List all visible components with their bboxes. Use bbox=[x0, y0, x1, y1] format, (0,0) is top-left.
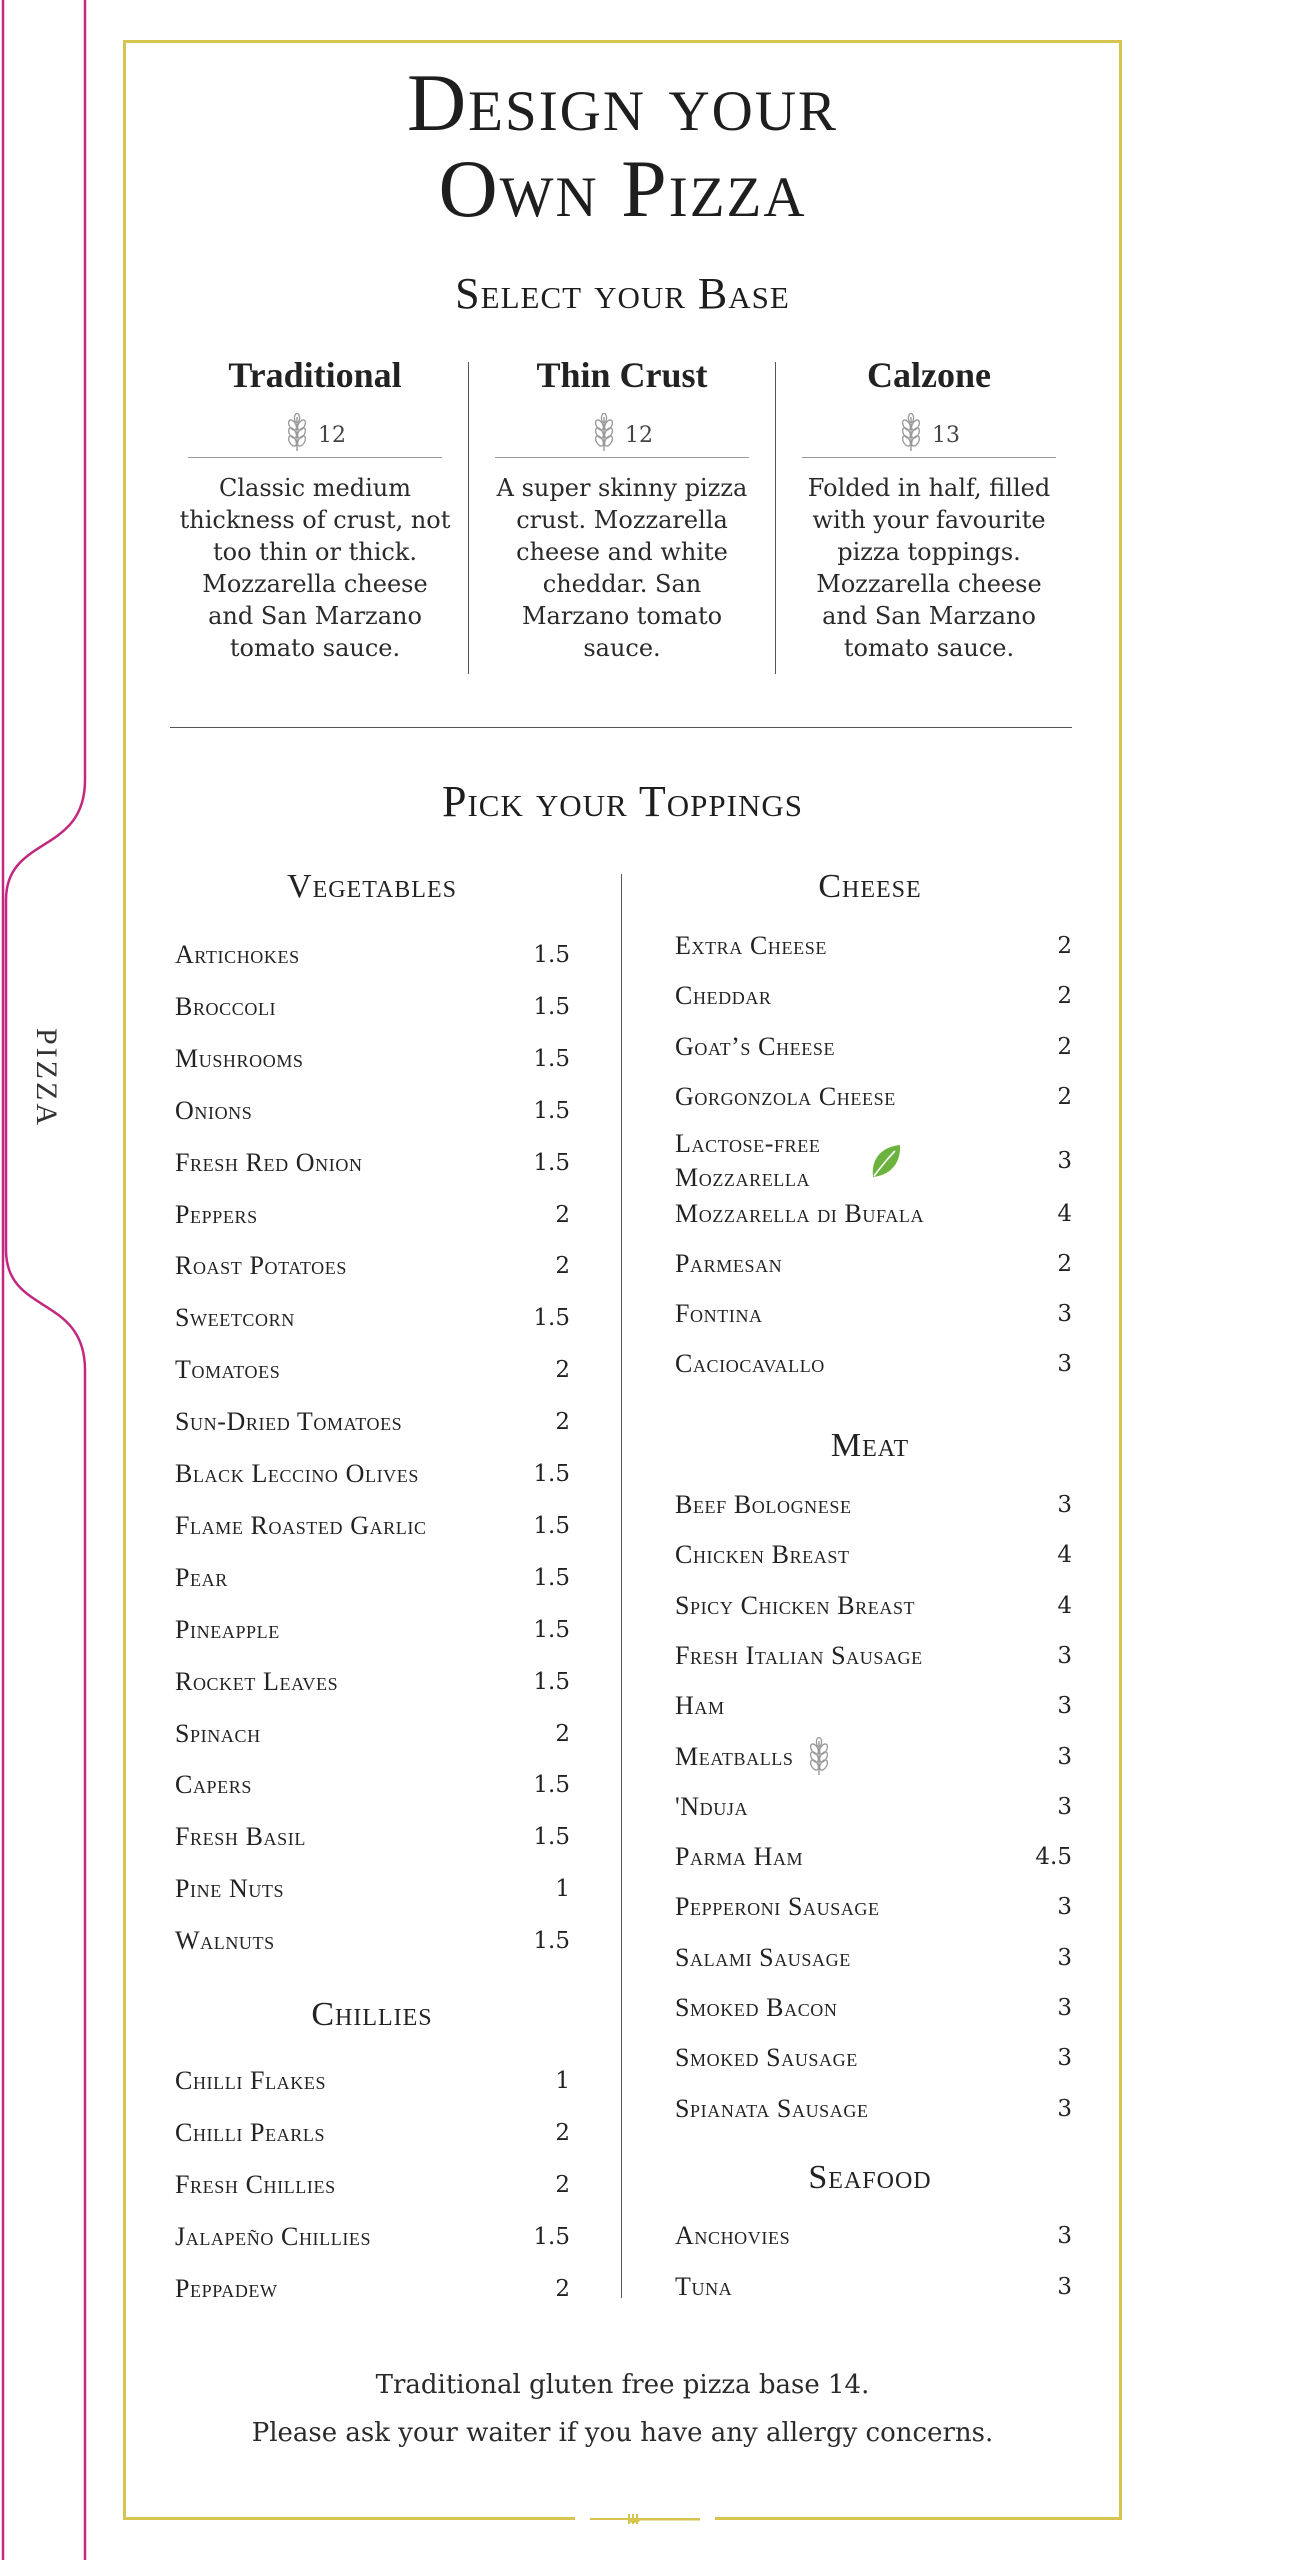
topping-name: Fresh Italian Sausage bbox=[675, 1640, 923, 1670]
topping-name: Fresh Chillies bbox=[175, 2169, 336, 2199]
topping-price: 3 bbox=[1057, 2045, 1072, 2072]
topping-price: 3 bbox=[1057, 1642, 1072, 1669]
topping-mozzarella-di-bufala[interactable] bbox=[675, 1194, 1072, 1234]
topping-name-wrap bbox=[175, 1874, 284, 1904]
topping-name: Walnuts bbox=[175, 1926, 275, 1956]
topping-name: Caciocavallo bbox=[675, 1349, 825, 1379]
topping-spianata-sausage[interactable] bbox=[675, 2089, 1072, 2129]
base-description: A super skinny pizza crust. Mozzarella cheese and white cheddar. San Marzano tomato sauce. bbox=[496, 474, 748, 662]
topping-name-wrap bbox=[675, 1641, 923, 1671]
topping-lactose-free-mozzarella[interactable] bbox=[675, 1127, 1072, 1195]
topping-price: 2 bbox=[1057, 983, 1072, 1010]
topping-name: Black Leccino Olives bbox=[175, 1459, 419, 1488]
leaf-icon bbox=[867, 1141, 903, 1181]
topping-name-wrap bbox=[175, 2274, 278, 2304]
topping-name: Chicken Breast bbox=[675, 1540, 850, 1570]
topping-price: 3 bbox=[1057, 1693, 1072, 1720]
topping-sun-dried-tomatoes[interactable] bbox=[175, 1402, 570, 1442]
topping-anchovies[interactable] bbox=[675, 2216, 1072, 2256]
topping-name-wrap bbox=[175, 2170, 336, 2200]
menu-tab-outline bbox=[0, 0, 90, 2560]
topping-name: Tomatoes bbox=[175, 1355, 281, 1385]
topping-onions[interactable] bbox=[175, 1091, 570, 1131]
topping-name-wrap bbox=[175, 1251, 347, 1281]
topping-price: 1.5 bbox=[533, 1564, 570, 1591]
topping-name-wrap bbox=[175, 1200, 258, 1230]
topping-extra-cheese[interactable] bbox=[675, 926, 1072, 966]
topping-price: 2 bbox=[555, 2171, 570, 2198]
topping-rocket-leaves[interactable] bbox=[175, 1662, 570, 1702]
topping-price: 2 bbox=[555, 1201, 570, 1228]
topping-pepperoni-sausage[interactable] bbox=[675, 1887, 1072, 1927]
topping-price: 1.5 bbox=[533, 1149, 570, 1176]
wheat-icon bbox=[898, 413, 924, 459]
topping-goat-s-cheese[interactable] bbox=[675, 1027, 1072, 1067]
topping-name-wrap bbox=[675, 1032, 835, 1062]
topping-price: 2 bbox=[555, 1357, 570, 1384]
topping-name-wrap bbox=[675, 2094, 869, 2124]
topping-name: Broccoli bbox=[175, 991, 277, 1021]
topping-name: Pine Nuts bbox=[175, 1874, 285, 1904]
topping-pineapple[interactable] bbox=[175, 1610, 570, 1650]
topping-price: 1.5 bbox=[533, 1772, 570, 1799]
topping-price: 4 bbox=[1057, 1200, 1072, 1227]
topping-name: Ham bbox=[675, 1691, 725, 1721]
topping-fresh-chillies[interactable] bbox=[175, 2165, 570, 2205]
wheat-icon bbox=[806, 1737, 832, 1777]
topping-spinach[interactable] bbox=[175, 1714, 570, 1754]
topping-name: Mushrooms bbox=[175, 1043, 304, 1073]
topping-name-wrap bbox=[675, 1591, 915, 1621]
title-line-1: Design your bbox=[406, 57, 839, 148]
topping-name: Smoked Sausage bbox=[675, 2043, 858, 2073]
topping-fresh-basil[interactable] bbox=[175, 1817, 570, 1857]
page-title bbox=[123, 57, 1122, 234]
topping-price: 1.5 bbox=[533, 1928, 570, 1955]
topping-price: 3 bbox=[1057, 1743, 1072, 1770]
topping-price: 2 bbox=[555, 2275, 570, 2302]
vegetables-title: Vegetables bbox=[287, 868, 457, 905]
toppings-column-divider bbox=[621, 874, 622, 2298]
base-price-row bbox=[188, 414, 442, 458]
topping-name: Onions bbox=[175, 1095, 253, 1125]
base-option-calzone[interactable] bbox=[789, 350, 1069, 664]
base-description: Folded in half, filled with your favourite pizza toppings. Mozzarella cheese and San Marzano tomato sauce. bbox=[807, 474, 1051, 662]
topping-name: Sweetcorn bbox=[175, 1303, 295, 1333]
topping-capers[interactable] bbox=[175, 1765, 570, 1805]
topping-mushrooms[interactable] bbox=[175, 1039, 570, 1079]
topping-price: 3 bbox=[1057, 1492, 1072, 1518]
topping-price: 3 bbox=[1057, 1894, 1072, 1921]
topping-walnuts[interactable] bbox=[175, 1921, 570, 1961]
topping-name: Goat’s Cheese bbox=[675, 1031, 836, 1061]
topping-name-wrap bbox=[175, 992, 276, 1022]
topping-name-wrap bbox=[175, 1615, 280, 1645]
topping-price: 2 bbox=[555, 1253, 570, 1280]
topping-broccoli[interactable] bbox=[175, 987, 570, 1027]
wheat-icon bbox=[591, 413, 617, 459]
topping-name-wrap bbox=[175, 1355, 280, 1385]
toppings-section-title: Pick your Toppings bbox=[442, 777, 803, 826]
topping-name-wrap bbox=[175, 1719, 261, 1749]
topping-name: Gorgonzola Cheese bbox=[675, 1081, 896, 1111]
topping-name-wrap bbox=[175, 1407, 402, 1437]
topping-price: 1.5 bbox=[533, 1512, 570, 1539]
base-price: 12 bbox=[625, 423, 653, 448]
topping-price: 3 bbox=[1057, 1148, 1072, 1175]
topping-nduja[interactable] bbox=[675, 1787, 1072, 1827]
topping-price: 3 bbox=[1057, 2095, 1072, 2122]
topping-name-wrap bbox=[675, 1490, 852, 1520]
topping-name: Spicy Chicken Breast bbox=[675, 1590, 916, 1620]
title-line-2: Own Pizza bbox=[438, 143, 807, 234]
wheat-icon bbox=[284, 413, 310, 459]
topping-name-wrap bbox=[675, 1349, 825, 1379]
topping-name-wrap bbox=[675, 981, 772, 1011]
topping-jalape-o-chillies[interactable] bbox=[175, 2217, 570, 2257]
topping-name: Jalapeño Chillies bbox=[175, 2221, 372, 2251]
topping-name-wrap bbox=[675, 2272, 732, 2302]
base-section-title: Select your Base bbox=[455, 269, 790, 318]
topping-price: 3 bbox=[1057, 1995, 1072, 2021]
base-option-thin-crust[interactable] bbox=[482, 350, 762, 664]
topping-name-wrap bbox=[175, 1303, 295, 1333]
topping-name-wrap bbox=[675, 1199, 924, 1229]
topping-name: Fresh Red Onion bbox=[175, 1147, 363, 1177]
topping-fresh-italian-sausage[interactable] bbox=[675, 1636, 1072, 1676]
topping-price: 1.5 bbox=[533, 1461, 570, 1487]
topping-price: 3 bbox=[1057, 2274, 1072, 2300]
base-name: Thin Crust bbox=[536, 355, 708, 395]
topping-price: 3 bbox=[1057, 1793, 1072, 1820]
topping-name-wrap bbox=[675, 1892, 880, 1922]
topping-tuna[interactable] bbox=[675, 2267, 1072, 2307]
base-description: Classic medium thickness of crust, not too thin or thick. Mozzarella cheese and San Marzano tomato sauce. bbox=[179, 474, 451, 662]
topping-name: Anchovies bbox=[675, 2221, 791, 2250]
topping-peppers[interactable] bbox=[175, 1195, 570, 1235]
topping-name: Fresh Basil bbox=[175, 1822, 306, 1852]
topping-roast-potatoes[interactable] bbox=[175, 1246, 570, 1286]
topping-chicken-breast[interactable] bbox=[675, 1535, 1072, 1575]
topping-black-leccino-olives[interactable] bbox=[175, 1454, 570, 1494]
base-name: Calzone bbox=[867, 355, 991, 395]
topping-beef-bolognese[interactable] bbox=[675, 1485, 1072, 1525]
topping-name-wrap bbox=[175, 1096, 252, 1126]
topping-name: Chilli Flakes bbox=[175, 2066, 327, 2095]
topping-flame-roasted-garlic[interactable] bbox=[175, 1506, 570, 1546]
topping-name-wrap bbox=[675, 1299, 763, 1329]
topping-name-wrap bbox=[675, 1842, 803, 1872]
topping-name-wrap bbox=[175, 2118, 325, 2148]
topping-name: Parma Ham bbox=[675, 1842, 804, 1872]
topping-price: 2 bbox=[1057, 1083, 1072, 1110]
topping-price: 1.5 bbox=[533, 1045, 570, 1072]
topping-name: Lactose-free Mozzarella bbox=[675, 1129, 821, 1193]
topping-name-wrap bbox=[675, 1737, 832, 1777]
topping-name-wrap bbox=[675, 931, 827, 961]
topping-name: Spinach bbox=[175, 1718, 261, 1748]
base-column-divider bbox=[775, 362, 776, 674]
topping-name: Pineapple bbox=[175, 1614, 280, 1644]
topping-name-wrap bbox=[175, 1459, 419, 1489]
topping-name-wrap bbox=[175, 1926, 275, 1956]
topping-name-wrap bbox=[675, 1691, 725, 1721]
topping-name-wrap bbox=[175, 1770, 252, 1800]
fork-icon bbox=[575, 2507, 715, 2531]
topping-pear[interactable] bbox=[175, 1558, 570, 1598]
topping-chilli-flakes[interactable] bbox=[175, 2061, 570, 2101]
topping-ham[interactable] bbox=[675, 1686, 1072, 1726]
topping-parmesan[interactable] bbox=[675, 1244, 1072, 1284]
topping-price: 2 bbox=[1057, 1033, 1072, 1060]
topping-price: 1.5 bbox=[533, 1824, 570, 1851]
topping-name: Pepperoni Sausage bbox=[675, 1892, 880, 1922]
topping-name: Artichokes bbox=[175, 940, 300, 969]
topping-price: 2 bbox=[555, 2119, 570, 2146]
topping-name-wrap bbox=[175, 1822, 306, 1852]
topping-pine-nuts[interactable] bbox=[175, 1869, 570, 1909]
base-price: 12 bbox=[318, 423, 346, 448]
topping-price: 1 bbox=[555, 2068, 570, 2094]
topping-meatballs[interactable] bbox=[675, 1737, 1072, 1777]
topping-gorgonzola-cheese[interactable] bbox=[675, 1077, 1072, 1117]
topping-price: 1 bbox=[555, 1876, 570, 1903]
topping-price: 2 bbox=[555, 1720, 570, 1747]
topping-fontina[interactable] bbox=[675, 1294, 1072, 1334]
topping-price: 3 bbox=[1057, 2223, 1072, 2249]
topping-price: 1.5 bbox=[533, 1668, 570, 1695]
topping-price: 3 bbox=[1057, 1301, 1072, 1328]
topping-name: Mozzarella di Bufala bbox=[675, 1198, 925, 1228]
topping-price: 1.5 bbox=[533, 1097, 570, 1124]
topping-price: 2 bbox=[1057, 933, 1072, 959]
topping-name-wrap bbox=[675, 1127, 903, 1195]
topping-sweetcorn[interactable] bbox=[175, 1298, 570, 1338]
topping-price: 3 bbox=[1057, 1944, 1072, 1971]
topping-name-wrap bbox=[675, 1249, 782, 1279]
base-name: Traditional bbox=[228, 355, 402, 395]
topping-name-wrap bbox=[175, 2222, 371, 2252]
topping-price: 2 bbox=[1057, 1250, 1072, 1277]
chillies-title: Chillies bbox=[311, 1996, 433, 2033]
topping-name-wrap bbox=[675, 1082, 896, 1112]
topping-name: Extra Cheese bbox=[675, 931, 827, 960]
topping-price: 1.5 bbox=[533, 2223, 570, 2250]
topping-smoked-sausage[interactable] bbox=[675, 2038, 1072, 2078]
topping-name: Fontina bbox=[675, 1299, 763, 1329]
cheese-title: Cheese bbox=[818, 868, 922, 905]
topping-name: Capers bbox=[175, 1770, 252, 1800]
topping-name: Rocket Leaves bbox=[175, 1666, 339, 1696]
topping-name: Spianata Sausage bbox=[675, 2093, 869, 2123]
topping-name: Meatballs bbox=[675, 1741, 794, 1771]
topping-name: Pear bbox=[175, 1562, 228, 1592]
topping-price: 1.5 bbox=[533, 993, 570, 1020]
topping-name: Tuna bbox=[675, 2272, 733, 2301]
base-column-divider bbox=[468, 362, 469, 674]
meat-title: Meat bbox=[830, 1427, 910, 1464]
seafood-title: Seafood bbox=[808, 2159, 932, 2196]
topping-artichokes[interactable] bbox=[175, 935, 570, 975]
topping-cheddar[interactable] bbox=[675, 976, 1072, 1016]
topping-name: Beef Bolognese bbox=[675, 1490, 852, 1519]
topping-price: 4.5 bbox=[1035, 1844, 1072, 1871]
topping-name-wrap bbox=[675, 2043, 858, 2073]
topping-price: 4 bbox=[1057, 1592, 1072, 1619]
base-price-row bbox=[495, 414, 749, 458]
topping-fresh-red-onion[interactable] bbox=[175, 1143, 570, 1183]
topping-parma-ham[interactable] bbox=[675, 1837, 1072, 1877]
topping-name-wrap bbox=[675, 1993, 838, 2023]
topping-name-wrap bbox=[675, 1943, 851, 1973]
base-price-row bbox=[802, 414, 1056, 458]
topping-price: 1.5 bbox=[533, 1616, 570, 1643]
topping-price: 1.5 bbox=[533, 942, 570, 968]
topping-name-wrap bbox=[175, 2066, 326, 2096]
topping-chilli-pearls[interactable] bbox=[175, 2113, 570, 2153]
topping-tomatoes[interactable] bbox=[175, 1350, 570, 1390]
topping-name: Chilli Pearls bbox=[175, 2117, 326, 2147]
topping-name-wrap bbox=[175, 940, 300, 970]
topping-name-wrap bbox=[175, 1148, 363, 1178]
topping-name-wrap bbox=[175, 1511, 427, 1541]
topping-name-wrap bbox=[175, 1044, 304, 1074]
tab-label[interactable]: PIZZA bbox=[30, 1028, 63, 1128]
footer-allergy-note: Please ask your waiter if you have any allergy concerns. bbox=[251, 2418, 994, 2448]
topping-name: Flame Roasted Garlic bbox=[175, 1510, 427, 1540]
topping-name: Roast Potatoes bbox=[175, 1251, 347, 1281]
section-divider bbox=[170, 727, 1072, 728]
topping-name: Peppadew bbox=[175, 2273, 278, 2303]
topping-name: Salami Sausage bbox=[675, 1942, 851, 1972]
topping-name: Peppers bbox=[175, 1199, 258, 1229]
topping-spicy-chicken-breast[interactable] bbox=[675, 1586, 1072, 1626]
topping-price: 3 bbox=[1057, 1351, 1072, 1378]
topping-price: 4 bbox=[1057, 1542, 1072, 1569]
base-option-traditional[interactable] bbox=[175, 350, 455, 664]
topping-name: Smoked Bacon bbox=[675, 1993, 838, 2022]
topping-price: 2 bbox=[555, 1409, 570, 1436]
base-price: 13 bbox=[932, 423, 960, 448]
topping-name: Sun-Dried Tomatoes bbox=[175, 1407, 403, 1437]
topping-name: Parmesan bbox=[675, 1248, 783, 1278]
topping-name-wrap bbox=[675, 1792, 748, 1822]
footer-gluten-note: Traditional gluten free pizza base 14. bbox=[375, 2370, 870, 2400]
topping-name: Cheddar bbox=[675, 981, 772, 1011]
topping-caciocavallo[interactable] bbox=[675, 1344, 1072, 1384]
topping-peppadew[interactable] bbox=[175, 2269, 570, 2309]
topping-name: 'Nduja bbox=[675, 1791, 749, 1821]
topping-price: 1.5 bbox=[533, 1305, 570, 1332]
topping-salami-sausage[interactable] bbox=[675, 1938, 1072, 1978]
topping-name-wrap bbox=[175, 1563, 228, 1593]
topping-name-wrap bbox=[675, 2221, 790, 2251]
topping-name-wrap bbox=[175, 1667, 338, 1697]
topping-smoked-bacon[interactable] bbox=[675, 1988, 1072, 2028]
topping-name-wrap bbox=[675, 1540, 850, 1570]
